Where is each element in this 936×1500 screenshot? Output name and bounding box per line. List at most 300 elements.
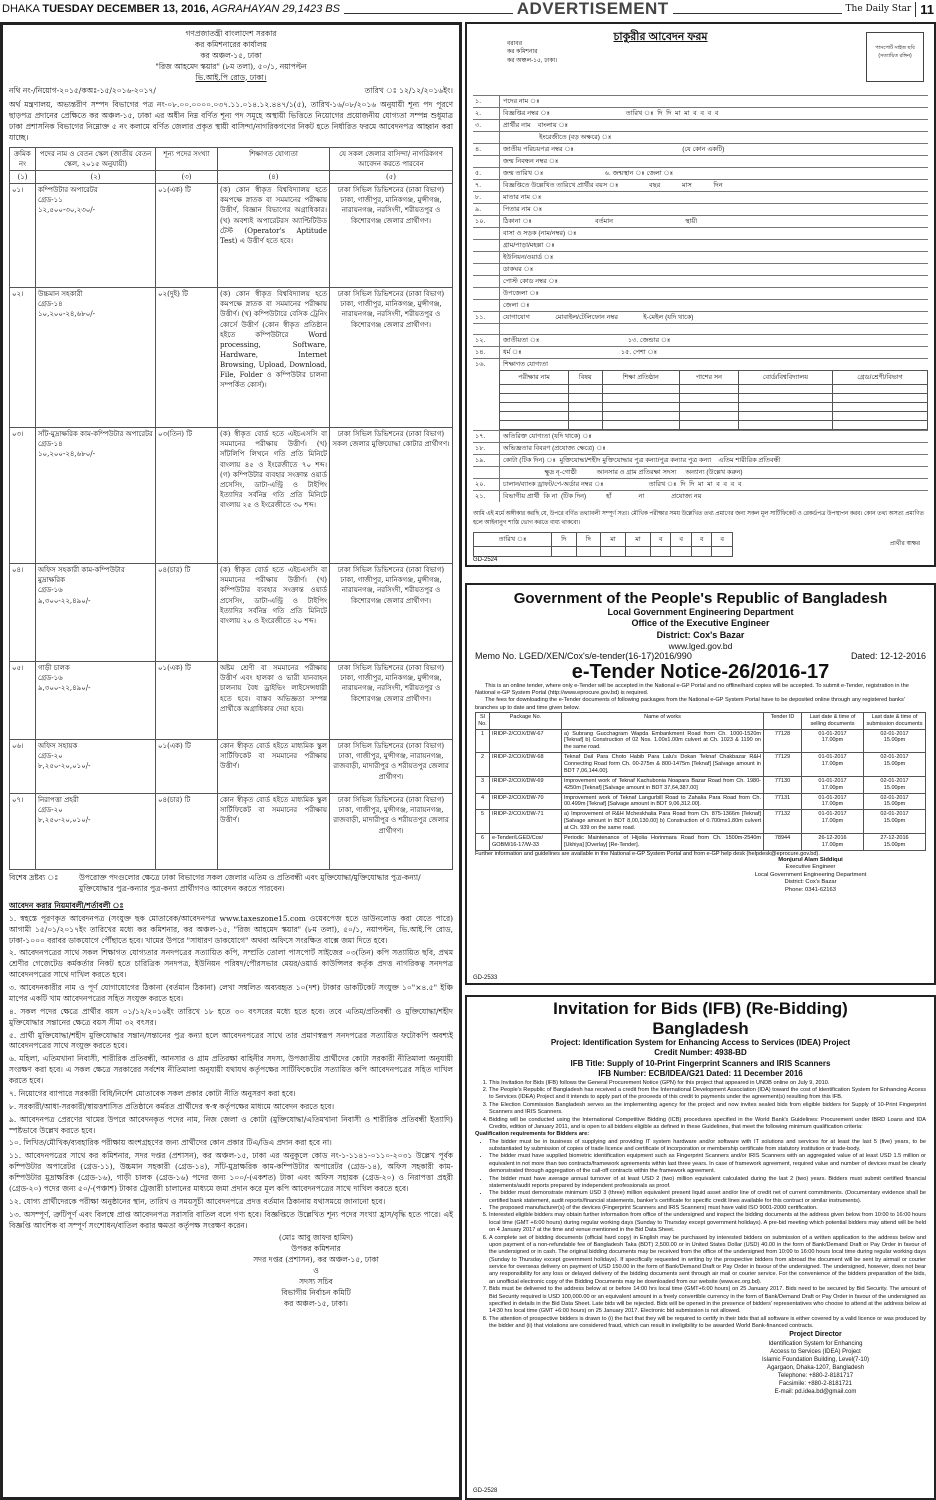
cell-post: অফিস সহকারী কাম-কম্পিউটার মুদ্রাক্ষরিক গ্রেড-১৬ ৯,৩০০-২২,৪৯০/- <box>36 564 156 662</box>
cell-package: IRIDP-2/COX/DW-70 <box>490 793 562 810</box>
edu-cell[interactable] <box>602 412 679 421</box>
field-label[interactable]: পদের নাম ঃ <box>499 96 928 107</box>
tender-title: Government of the People's Republic of Bangladesh <box>513 590 888 607</box>
field-label[interactable]: জাতীয়তা ঃ ১৩. জেন্ডার ঃ <box>499 335 928 346</box>
date-cells <box>473 532 733 557</box>
rules-title: আবেদন করার নিয়মাবলী/শর্তাবলী ঃ <box>9 900 124 910</box>
tender-column: Package No. <box>490 712 562 729</box>
table-row <box>10 740 453 794</box>
field-number <box>473 132 499 143</box>
form-row <box>473 430 928 442</box>
edu-cell[interactable] <box>833 385 928 394</box>
cell-district: ঢাকা সিভিল ডিভিশনের (ঢাকা বিভাগ) ঢাকা, গাজীপুর, মুন্সীগঞ্জ, নারায়নগঞ্জ, রাজবাড়ী, মাদারীপুর ও শরীয়তপুর জেলার প্রার্থীগণ। <box>330 794 453 870</box>
field-number: ১৯. <box>475 457 486 464</box>
form-row <box>473 454 928 466</box>
cell-submission-deadline: 02-01-2017 15.00pm <box>864 810 926 834</box>
signature-line: বিভাগীয় নির্বাচন কমিটি <box>281 1287 351 1297</box>
edu-cell[interactable] <box>680 394 739 403</box>
rule-item: ১. স্বহস্তে পূরণকৃত আবেদনপত্র (সংযুক্ত ছক মোতাবেক/আবেদনপত্র www.taxeszone15.com ওয়েবপেজ হতে ডাউনলোড করা যেতে পারে) আগামী ১৫/০১/২০১৭ইং তারিখের মধ্যে কর কমিশনার, কর অঞ্চল-১৫, "রিজ আহমেদ স্কয়ার" (৮ম তলা), ৫০/১, নয়াপল্টন, ভি.আই.পি রোড, ঢাকা-১০০০ বরাবর ডাকযোগে পৌঁছাতে হবে। খামের উপরে "সাধারণ ডাকযোগে" অথবা অফিসে সংরক্ষিত বাক্সে জমা দিতে হবে। <box>9 913 453 945</box>
field-number: ৪. <box>475 146 482 153</box>
table-row <box>10 428 453 564</box>
cell-no: ০৪। <box>10 564 36 662</box>
field-label[interactable]: জন্ম তারিখ ঃ ৬. জন্মস্থান ঃ জেলা ঃ <box>499 168 928 179</box>
rule-item: ৮. সরকারী/আধা-সরকারী/স্বায়ত্তশাসিত প্রতিষ্ঠানে কর্মরত প্রার্থীদের স্ব-স্ব কর্তৃপক্ষের মাধ্যমে আবেদন করতে হবে। <box>9 1101 335 1111</box>
edu-cell[interactable] <box>569 412 603 421</box>
heading-line: গণপ্রজাতন্ত্রী বাংলাদেশ সরকার <box>185 29 277 38</box>
field-number <box>473 300 499 311</box>
signature-line: Telephone: +880-2-8181717 <box>777 1373 854 1380</box>
date-cell-input[interactable] <box>474 547 552 557</box>
tender-row <box>476 753 926 777</box>
cell-works: Improvement work of Teknaf Kachubonia Noapara Bazar Road from Ch. 1980-4250m [Teknaf] [Salvage amount in BDT 37,64,387.00] <box>562 776 764 793</box>
cell-package: e-Tender/LGED/Cox/ GOBM/16-17/W-33 <box>490 833 562 850</box>
form-row <box>473 131 928 143</box>
field-number <box>473 240 499 251</box>
edu-cell[interactable] <box>833 394 928 403</box>
field-number: ৮. <box>475 194 482 201</box>
cell-qual: অষ্টম শ্রেণী বা সমমানের পরীক্ষায় উত্তীর্ণ এবং হালকা ও ভারী যানবাহন চালনায় বৈধ ড্রাইভিং লাইসেন্সধারী হতে হবে। বাস্তব অভিজ্ঞতা সম্পন্ন প্রার্থীকে অগ্রাধিকার দেয়া হবে। <box>218 662 330 740</box>
column-header: শিক্ষাগত যোগ্যতা <box>218 147 330 170</box>
rule-item: ৪. সকল পদের ক্ষেত্রে প্রার্থীর বয়স ০১/১২/২০১৬ইং তারিখে ১৮ হতে ৩০ বৎসরের মধ্যে হতে হবে। তবে এতিম/প্রতিবন্ধী ও মুক্তিযোদ্ধা/শহীদ মুক্তিযোদ্ধার সন্তানের ক্ষেত্রে বয়স সীমা ৩২ বৎসর। <box>9 1006 453 1027</box>
rule-item: ১১. আবেদনপত্রের সাথে কর কমিশনার, সদর দপ্তর (প্রশাসন), কর অঞ্চল-১৫, ঢাকা এর অনুকূলে কোড নং-১-১১৪১-০১১০-২০৩১ উল্লেখ পূর্বক কম্পিউটার অপারেটর (গ্রেড-১১), উচ্চমান সহকারী (গ্রেড-১৪), সাঁট-মুদ্রাক্ষরিক কাম-কম্পিউটার অপারেটর (গ্রেড-১৪), অফিস সহকারী কাম-কম্পিউটার মুদ্রাক্ষরিক (গ্রেড-১৬), গাড়ী চালক (গ্রেড-১৬) পদের জন্য ১০০/-(একশত) টাকা এবং অফিস সহায়ক (গ্রেড-২০) ও নিরাপত্তা প্রহরী (গ্রেড-২০) পদের জন্য ৫০/-(পঞ্চাশ) টাকার ট্রেজারী চালানের মাধ্যমে জমা প্রদান করে মূল কপি আবেদনপত্রের সাথে দাখিল করতে হবে। <box>9 1151 453 1193</box>
form-row <box>473 215 928 227</box>
ifb-ad <box>465 995 936 1500</box>
edu-cell[interactable] <box>602 421 679 430</box>
field-number: ৯. <box>475 206 482 213</box>
tender-column: Name of works <box>562 712 764 729</box>
field-label[interactable]: ইংরেজীতে (বড় অক্ষরে) ঃ <box>499 132 928 143</box>
rule-item: ১৩. অসম্পূর্ণ, ত্রুটিপূর্ণ এবং বিলম্বে প্রাপ্ত আবেদনপত্র সরাসরি বাতিল বলে গণ্য হবে। বিজ্ঞপ্তিতে উল্লেখিত শূন্য পদের সংখ্যা হ্রাস/বৃদ্ধি হতে পারে। এই বিজ্ঞপ্তি আংশিক বা সম্পূর্ণ সংশোধন/বাতিল করার ক্ষমতা কর্তৃপক্ষ সংরক্ষণ করেন। <box>9 1209 453 1230</box>
field-label[interactable]: মাতার নাম ঃ <box>499 192 928 203</box>
date-cell-input[interactable] <box>712 547 733 557</box>
tender-table <box>475 712 926 851</box>
edu-cell[interactable] <box>738 403 832 412</box>
date-cell-input[interactable] <box>691 547 712 557</box>
rule-item: ১০. লিখিত/মৌখিক/ব্যবহারিক পরীক্ষায় অংশগ্রহণের জন্য প্রার্থীদের কোন প্রকার টিএ/ডিএ প্রদান করা হবে না। <box>9 1138 332 1148</box>
field-label[interactable]: ইউনিয়ন/ওয়ার্ড ঃ <box>499 252 928 263</box>
cell-qual: কোন স্বীকৃত বোর্ড হইতে মাধ্যমিক স্কুল সার্টিফিকেট বা সমমানের পরীক্ষায় উত্তীর্ণ। <box>218 794 330 870</box>
field-number <box>473 288 499 299</box>
tender-column: Last date & time of submission documents <box>864 712 926 729</box>
form-row <box>473 191 928 203</box>
field-label[interactable]: বিজ্ঞপ্তির নম্বর ঃ তারিখ ঃ দি দি মা মা ব ব ব ব <box>499 108 928 119</box>
section-title: ADVERTISEMENT <box>516 0 669 18</box>
date-cell-input[interactable] <box>552 547 576 557</box>
table-row <box>10 288 453 428</box>
cell-qual: (ক) স্বীকৃত বোর্ড হতে এইচএসসি বা সমমানের পরীক্ষায় উত্তীর্ণ। (খ) সাঁটলিপি লিখনে গতি প্রতি মিনিটে বাংলায় ৪৫ ও ইংরেজীতে ৭০ শব্দ। (গ) কম্পিউটার ব্যবহার সংক্রান্ত ওয়ার্ড প্রসেসিং, ডাটা-এন্ট্রি ও টাইপিং ইত্যাদির সর্বনিম্ন গতি প্রতি মিনিটে বাংলায় ২৫ ও ইংরেজীতে ৩০ শব্দ। <box>218 428 330 564</box>
cell-qual: (ক) কোন স্বীকৃত বিশ্ববিদ্যালয় হতে কমপক্ষে স্নাতক বা সমমানের পরীক্ষায় উত্তীর্ণ। (খ) কম্পিউটারে বেসিক ট্রেনিং কোর্সে উত্তীর্ণ (কোন স্বীকৃত প্রতিষ্ঠান হইতে কম্পিউটারে Word processing, Software, Hardware, Internet Browsing, Upload, Download, File, Folder ও কম্পিউটার চালনা সম্পর্কিত কোর্স)। <box>218 288 330 428</box>
cell-submission-deadline: 27-12-2016 15.00pm <box>864 833 926 850</box>
tender-row <box>476 793 926 810</box>
tender-row <box>476 729 926 753</box>
edu-cell[interactable] <box>680 403 739 412</box>
cell-submission-deadline: 02-01-2017 15.00pm <box>864 776 926 793</box>
cell-package: IRIDP-2/COX/DW-67 <box>490 729 562 753</box>
field-number <box>473 324 499 334</box>
rules-list <box>9 914 453 1232</box>
date-cell-input[interactable] <box>671 547 692 557</box>
addressee <box>507 40 557 65</box>
signature-line: Islamic Foundation Building, Level(7-10) <box>761 1357 870 1364</box>
form-row <box>473 346 928 358</box>
edu-cell[interactable] <box>602 403 679 412</box>
edu-cell[interactable] <box>569 394 603 403</box>
date-cell-label: ব <box>712 533 733 547</box>
tender-signature <box>695 857 926 895</box>
field-number: ২১. <box>475 493 486 500</box>
cell-district: ঢাকা সিভিল ডিভিশনের (ঢাকা বিভাগ) ঢাকা, গাজীপুর, মানিকগঞ্জ, মুন্সীগঞ্জ, নারায়নগঞ্জ, নরসিংদী, শরীয়তপুর ও কিশোরগঞ্জ জেলার প্রার্থীগণ। <box>330 184 453 288</box>
ifb-credit: Credit Number: 4938-BD <box>654 1048 747 1058</box>
field-label[interactable]: বিজ্ঞপ্তিতে উল্লেখিত তারিখে প্রার্থীর বয়স ঃ বছর মাস দিন <box>499 180 928 191</box>
date-cell-label: মা <box>600 533 625 547</box>
field-number: ১২. <box>475 337 486 344</box>
cell-post: গাড়ী চালক গ্রেড-১৬ ৯,৩০০-২২,৪৯০/- <box>36 662 156 740</box>
form-title: চাকুরীর আবেদন ফরম <box>613 31 708 43</box>
field-number: ১৮. <box>475 445 486 452</box>
vacancy-table <box>9 147 453 870</box>
edu-cell[interactable] <box>833 421 928 430</box>
cell-no: ০২। <box>10 288 36 428</box>
cell-count: ০১(এক) টি <box>156 662 218 740</box>
edu-cell[interactable] <box>602 385 679 394</box>
date-cell-label: মা <box>625 533 650 547</box>
circular-date: তারিখ ঃ ১২/১২/২০১৬ইং। <box>364 86 453 96</box>
rule-item: ৭. নিয়োগের ব্যাপারে সরকারী বিধি/নির্দেশ মোতাবেক সকল প্রকার কোটা নীতি অনুসরণ করা হবে। <box>9 1088 296 1098</box>
field-number: ২০. <box>475 481 486 488</box>
cell-tender-id: 77132 <box>764 810 802 834</box>
signature-line: সদস্য সচিব <box>299 1276 333 1286</box>
field-label[interactable]: ডাকঘর ঃ <box>499 264 928 275</box>
form-row <box>473 358 928 370</box>
cell-selling-deadline: 01-01-2017 17.00pm <box>802 753 864 777</box>
field-number <box>473 228 499 239</box>
date-cell-input[interactable] <box>650 547 671 557</box>
column-number: (৫) <box>330 171 453 184</box>
ifb-item: 7. Bids must be delivered to the address below at or before 14:00 hrs local time (GMT+6:00 hours) on 25 January 2017. Bids need to be secured by Bid Security. The amount of Bid Security required is USD 100,000.00 or an equivalent amount in a freely convertible currency in the form of Bank/Demand Draft or Pay Order in favour of the undersigned as specified in details in the Bid Data Sheet. Late bids will be rejected. Bids will be opened in the presence of bidders' representatives who choose to attend at the address below at 14:30 hrs local time (GMT +6:00 hours) on 25 January 2017. Electronic bid submission is not allowed. <box>489 1286 926 1316</box>
field-label[interactable]: শিক্ষাগত যোগ্যতা <box>499 359 928 370</box>
cell-sl: 4 <box>476 793 490 810</box>
form-row <box>473 95 928 107</box>
form-fields <box>473 95 928 370</box>
edu-cell[interactable] <box>833 412 928 421</box>
field-label[interactable]: পিতার নাম ঃ <box>499 204 928 215</box>
cell-tender-id: 77128 <box>764 729 802 753</box>
qualification-title: Qualification requirements for Bidders are: <box>475 1131 590 1138</box>
edu-cell[interactable] <box>500 394 569 403</box>
date-cell-label: ব <box>671 533 692 547</box>
edu-column: শিক্ষা প্রতিষ্ঠান <box>602 371 679 385</box>
cell-count: ০৪(চার) টি <box>156 564 218 662</box>
tender-column: Last date & time of selling documents <box>802 712 864 729</box>
edu-cell[interactable] <box>500 412 569 421</box>
edu-cell[interactable] <box>680 421 739 430</box>
field-label[interactable]: গ্রাম/পাড়া/মহল্লা ঃ <box>499 240 928 251</box>
cell-package: IRIDP-2/COX/DW-69 <box>490 776 562 793</box>
rule-item: ৫. প্রার্থী মুক্তিযোদ্ধা/শহীদ মুক্তিযোদ্ধার সন্তান/সন্তানের পুত্র কন্যা হলে আবেদনপত্রের সাথে তার প্রমাণস্বরূপ সনদপত্রের সত্যায়িত ফটোকপি অবশ্যই আবেদনপত্রের সাথে সংযুক্ত করতে হবে। <box>9 1030 453 1051</box>
cell-district: ঢাকা সিভিল ডিভিশনের (ঢাকা বিভাগ) ঢাকা, গাজীপুর, মানিকগঞ্জ, মুন্সীগঞ্জ, নারায়নগঞ্জ, নরসিংদী, শরীয়তপুর ও কিশোরগঞ্জ জেলার প্রার্থীগণ। <box>330 662 453 740</box>
edu-row <box>500 403 928 412</box>
date-cell-input[interactable] <box>576 547 600 557</box>
edu-header <box>500 371 928 385</box>
edu-column: গ্রেড/শ্রেণী/বিভাগ <box>833 371 928 385</box>
declaration: আমি এই মর্মে অঙ্গীকার করছি যে, উপরে বর্ণিত তথ্যাবলী সম্পূর্ণ সত্য। মৌখিক পরীক্ষার সময় উল্লেখিত তথ্য প্রমাণের জন্য সকল মূল সার্টিফিকেট ও রেকর্ডপত্র উপস্থাপন করব। কোন তথ্য অসত্য প্রমাণিত হলে আইনানুগ শাস্তি ভোগ করতে বাধ্য থাকবো। <box>473 511 924 526</box>
field-number: ১০. <box>475 218 486 225</box>
cell-package: IRIDP-2/COX/DW-71 <box>490 810 562 834</box>
qualification-item: • The bidder must demonstrate minimum USD 3 (three) million equivalent present liquid asset and/or line of credit net of current commitments. (Documentary evidence shall be certified bank statement, audit reports/financial statements, banker's certificate for specific credit lines available for this contract or similar instruments). <box>489 1190 926 1205</box>
cell-sl: 1 <box>476 729 490 753</box>
ifb-item: 5. Interested eligible bidders may obtain further information from office of the undersigned and inspect the bidding documents at the address given below from 10:00 to 16:00 hours local time (GMT +6:00 hours) during regular working days (Sunday to Thursday except government holidays). A pre-bid meeting which potential bidders may attend will be held on 4 January 2017 at the time and venue mentioned in the Bid Data Sheet. <box>489 1212 926 1234</box>
cell-sl: 2 <box>476 753 490 777</box>
memo-date: Dated: 12-12-2016 <box>850 650 926 661</box>
ifb-subject: IFB Title: Supply of 10-Print Fingerprint Scanners and IRIS Scanners <box>570 1058 831 1068</box>
column-number-row <box>10 171 453 184</box>
field-number <box>473 264 499 275</box>
field-label[interactable]: অভিজ্ঞতার বিবরণ (প্রযোজ্য ক্ষেত্রে) ঃ <box>499 443 928 454</box>
signature-line: কর অঞ্চল-১৫, ঢাকা। <box>284 1298 348 1308</box>
cell-works: a) Subrang Gucchagram Wapda Embankment Road from Ch. 1000-1520m [Teknaf] b) Construction of 02 Nos. 1.00x1.00m culvert at Ch. 1023 & 1190 on the same road. <box>562 729 764 753</box>
ad-code: GD-2524 <box>473 557 498 563</box>
ifb-country: Bangladesh <box>652 1018 749 1038</box>
cell-district: ঢাকা সিভিল ডিভিশনের (ঢাকা বিভাগ) ঢাকা, গাজীপুর, মুন্সীগঞ্জ, নারায়নগঞ্জ, রাজবাড়ী, মাদারীপুর ও শরীয়তপুর জেলার প্রার্থীগণ। <box>330 740 453 794</box>
cell-count: ০৩(তিন) টি <box>156 428 218 564</box>
date-cell-label: তারিখ ঃ <box>474 533 552 547</box>
cell-selling-deadline: 01-01-2017 17.00pm <box>802 793 864 810</box>
tender-para-2: The fees for downloading the e-Tender documents of following packages from the National e-GP System Portal have to be deposited online through any registered banks' branches up to date and time given below. <box>475 697 905 711</box>
edu-cell[interactable] <box>833 403 928 412</box>
date-cell-label: ব <box>650 533 671 547</box>
tender-row <box>476 776 926 793</box>
cell-count: ০১(এক) টি <box>156 184 218 288</box>
signature-line: Phone: 0341-62163 <box>785 886 836 893</box>
form-row <box>473 275 928 287</box>
form-row <box>473 490 928 502</box>
tender-row <box>476 810 926 834</box>
cell-works: Periodic Maintenance of Hijolia Horinmara Road from Ch. 1500m-2540m [Ukhiya] [Overlay] [Re-Tender]. <box>562 833 764 850</box>
ifb-item: 3. The Election Commission Bangladesh serves as the implementing agency for the project and now invites sealed bids from eligible bidders for Supply of 10-Print Fingerprint Scanners and IRIS Scanners. <box>489 1102 926 1117</box>
form-row <box>473 227 928 239</box>
cell-count: ০৪(চার) টি <box>156 794 218 870</box>
heading-line: "রিজ আহমেদ স্কয়ার" (৮ম তলা), ৫০/১, নয়াপল্টন <box>155 61 307 71</box>
cell-tender-id: 77129 <box>764 753 802 777</box>
education-table <box>499 370 928 430</box>
field-number: ১৬. <box>475 361 486 368</box>
addressee-line: বরাবর <box>507 41 523 47</box>
field-label[interactable] <box>499 324 928 334</box>
column-number: (৪) <box>218 171 330 184</box>
rule-item: ১২. যোগ্য প্রার্থীদেরকে পরীক্ষা অনুষ্ঠানের স্থান, তারিখ ও সময়সূচী আবেদনপত্রে প্রদত্ত বর্তমান ঠিকানায় যথাসময়ে জানানো হবে। <box>9 1196 386 1206</box>
cell-qual: কোন স্বীকৃত বোর্ড হইতে মাধ্যমিক স্কুল সার্টিফিকেট বা সমমানের পরীক্ষায় উত্তীর্ণ। <box>218 740 330 794</box>
cell-sl: 5 <box>476 810 490 834</box>
edu-cell[interactable] <box>569 403 603 412</box>
signature-line: (মোঃ আবু জাফর হামিদ) <box>278 1233 354 1243</box>
edu-cell[interactable] <box>500 421 569 430</box>
photo-box: পাসপোর্ট সাইজ ছবি (সত্যায়িত রঙ্গিন) <box>866 32 924 82</box>
qualification-item: • The proposed manufacturer(s) of the devices (Fingerprint Scanners and IRIS Scanners) must have valid ISO 9001-2000 certification. <box>489 1205 926 1212</box>
date-cell-input[interactable] <box>625 547 650 557</box>
tender-district: District: Cox's Bazar <box>656 629 745 640</box>
field-number <box>473 156 499 167</box>
ifb-item: 1. This Invitation for Bids (IFB) follows the General Procurement Notice (GPN) for this project that appeared in UNDB online on July 9, 2010. <box>489 1080 926 1087</box>
edu-cell[interactable] <box>738 412 832 421</box>
date-cell-label: দি <box>576 533 600 547</box>
signature-block <box>179 1233 453 1309</box>
cell-selling-deadline: 26-12-2016 17.00pm <box>802 833 864 850</box>
edu-cell[interactable] <box>680 412 739 421</box>
field-label[interactable]: যোগাযোগ মোবাইল/টেলিফোন নম্বর ই-মেইল (যদি থাকে) <box>499 312 928 323</box>
ifb-items <box>475 1080 926 1132</box>
field-label[interactable]: ধর্ম ঃ ১৫. পেশা ঃ <box>499 347 928 358</box>
rule-item: ৬. মহিলা, এতিমখানা নিবাসী, শারীরিক প্রতিবন্ধী, আনসার ও গ্রাম প্রতিরক্ষা বাহিনীর সদস্য, উপজাতীয় প্রার্থীদের কোটা সরকারী নীতিমালা অনুযায়ী সংরক্ষণ করা হবে। এ সকল ক্ষেত্রে সরকারের সর্বশেষ নীতিমালা অনুযায়ী যথাযথ কর্তৃপক্ষের সার্টিফিকেটের সত্যায়িত কপি আবেদনপত্রের সহিত দাখিল করতে হবে। <box>9 1054 453 1086</box>
cell-no: ০৫। <box>10 662 36 740</box>
cell-no: ০৩। <box>10 428 36 564</box>
cell-submission-deadline: 02-01-2017 15.00pm <box>864 729 926 753</box>
form-row <box>473 323 928 334</box>
form-row <box>473 179 928 191</box>
column-header: ক্রমিক নং <box>10 147 36 170</box>
cell-qual: (ক) কোন স্বীকৃত বিশ্ববিদ্যালয় হতে কমপক্ষে স্নাতক বা সমমানের পরীক্ষায় উত্তীর্ণ, বিজ্ঞান বিভাগের অগ্রাধিকার। (খ) অবশ্যই অপারেটরস অ্যাপ্টিটিউড টেস্ট (Operator's Aptitude Test) এ উত্তীর্ণ হতে হবে। <box>218 184 330 288</box>
edu-cell[interactable] <box>680 385 739 394</box>
cell-works: Teknaf Dail Para Choto Habib Para Lalu's Dokan Teknaf Chakbazar R&H Connecting Road form Ch. 00-275m & 800-1475m [Teknaf] [Salvage amount in BDT 7,06,144.00]. <box>562 753 764 777</box>
edu-column: পরীক্ষার নাম <box>500 371 569 385</box>
edu-cell[interactable] <box>738 385 832 394</box>
column-header: যে সকল জেলার বাসিন্দা/ নাগরিকগণ আবেদন করতে পারবেন <box>330 147 453 170</box>
cell-no: ০৬। <box>10 740 36 794</box>
cell-post: অফিস সহায়ক গ্রেড-২০ ৮,২৫০-২০,০১০/- <box>36 740 156 794</box>
edu-cell[interactable] <box>569 385 603 394</box>
date-header <box>474 533 733 547</box>
table-row <box>10 662 453 740</box>
table-row <box>10 794 453 870</box>
form-row <box>473 287 928 299</box>
signature-line: Executive Engineer <box>785 864 836 871</box>
cell-selling-deadline: 01-01-2017 17.00pm <box>802 729 864 753</box>
heading-line: ভি.আই.পি রোড, ঢাকা। <box>195 72 267 82</box>
qualification-item: • The bidder must be in business of supplying and providing IT system hardware and/or software with IT solutions and services for at least the last 5 (five) years, to be substantiated by submission of copies of trade licence and certificate of incorporation or membership certificate from statutory institution or trade-body. <box>489 1139 926 1154</box>
qualification-item: • The bidder must have supplied biometric identification equipment such as Fingerprint Scanners and/or IRIS Scanners with an aggregated value of at least USD 1.5 million or equivalent in not more than two contracts/framework agreements within last three years. In case of framework agreement, required value and number of devices must be clearly demonstrated through aggregation of the call-off contracts within the framework agreement. <box>489 1153 926 1175</box>
cell-district: ঢাকা সিভিল ডিভিশনের (ঢাকা বিভাগ) ঢাকা, গাজীপুর, মানিকগঞ্জ, মুন্সীগঞ্জ, নারায়নগঞ্জ, নরসিংদী, শরীয়তপুর ও কিশোরগঞ্জ জেলার প্রার্থীগণ। <box>330 288 453 428</box>
field-number: ৩. <box>475 122 482 129</box>
field-label[interactable]: জেলা ঃ <box>499 300 928 311</box>
cell-submission-deadline: 02-01-2017 15.00pm <box>864 793 926 810</box>
signature-line: Facsimile: +880-2-8181721 <box>779 1381 852 1388</box>
field-number <box>473 252 499 263</box>
field-number: ১৭. <box>475 433 486 440</box>
edu-cell[interactable] <box>569 421 603 430</box>
cell-package: IRIDP-2/COX/DW-68 <box>490 753 562 777</box>
signature-line: Agargaon, Dhaka-1207, Bangladesh <box>766 1365 865 1372</box>
field-label[interactable]: ক্ষুদ্র নৃ-গোষ্ঠী আনসার ও গ্রাম প্রতিরক্ষা সদস্য অন্যান্য (উল্লেখ করুন) <box>499 467 928 478</box>
field-label[interactable]: জাতীয় পরিচয়পত্র নম্বর ঃ (যে কোন একটি) <box>499 144 928 155</box>
form-row <box>473 311 928 323</box>
tender-website[interactable]: www.lged.gov.bd <box>668 640 733 651</box>
field-label[interactable]: কোটা (টিক দিন) ঃ মুক্তিযোদ্ধা/শহীদ মুক্তিযোদ্ধার পুত্র কন্যা/পুত্র কন্যার পুত্র কন্যা এতিম শারীরিক প্রতিবন্ধী <box>499 455 928 466</box>
form-row <box>473 466 928 478</box>
field-label[interactable]: প্রার্থীর নাম বাংলায় ঃ <box>499 120 928 131</box>
cell-works: Improvement work of Teknaf Langurbill Road to Zahalia Para Road from Ch. 00.499m [Teknaf] [Salvage amount in BDT 9,06,312.00]. <box>562 793 764 810</box>
circular-heading <box>9 29 453 83</box>
rule-item: ৩. আবেদনকারীর নাম ও পূর্ণ যোগাযোগের ঠিকানা (বর্তমান ঠিকানা) লেখা সম্বলিত অব্যবহৃত ১০(দশ) টাকার ডাকটিকেট সংযুক্ত ১০"×৪.৫" ইঞ্চি মাপের একটি খাম আবেদনপত্রের সহিত সংযুক্ত করতে হবে। <box>9 983 453 1003</box>
field-label[interactable]: ঠিকানা ঃ বর্তমান স্থায়ী <box>499 216 928 227</box>
form-row <box>473 442 928 454</box>
form-row <box>473 143 928 155</box>
edu-column: বিষয় <box>569 371 603 385</box>
form-row <box>473 251 928 263</box>
special-note: বিশেষ দ্রষ্টব্য ঃ উপরোক্ত পদগুলোর ক্ষেত্রে ঢাকা বিভাগের সকল জেলার এতিম ও প্রতিবন্ধী এবং মুক্তিযোদ্ধা/মুক্তিযোদ্ধার পুত্র-কন্যা/মুক্তিযোদ্ধার পুত্র-কন্যার পুত্র-কন্যা প্রার্থীগণও আবেদন করতে পারবেন। <box>9 873 421 894</box>
cell-district: ঢাকা সিভিল ডিভিশনের (ঢাকা বিভাগ) ঢাকা, গাজীপুর, মানিকগঞ্জ, মুন্সীগঞ্জ, নারায়নগঞ্জ, নরসিংদী, শরীয়তপুর ও কিশোরগঞ্জ জেলার প্রার্থীগণ। <box>330 564 453 662</box>
form-row <box>473 263 928 275</box>
field-label[interactable]: জন্ম নিবন্ধন নম্বর ঃ <box>499 156 928 167</box>
cell-submission-deadline: 02-01-2017 15.00pm <box>864 753 926 777</box>
column-number: (৩) <box>156 171 218 184</box>
field-number <box>473 276 499 287</box>
rule-item: ২. আবেদনপত্রের সাথে সকল শিক্ষাগত যোগ্যতার সনদপত্রের সত্যায়িত কপি, সম্প্রতি তোলা পাসপোর্ট সাইজের ০৩(তিন) কপি সত্যায়িত ছবি, প্রথম শ্রেণীর গেজেটেড কর্মকর্তার নিকট হতে চারিত্রিক সনদপত্র, ইউনিয়ন পরিষদ/পৌরসভার মেয়র/ওয়ার্ড কাউন্সিলর কর্তৃক প্রদত্ত নাগরিকত্ব সনদপত্র আবেদনপত্রের সাথে দাখিল করতে হবে। <box>9 948 453 980</box>
signature-line: Monjurul Alam Siddiqui <box>778 856 843 863</box>
cell-tender-id: 77130 <box>764 776 802 793</box>
tender-header-row <box>476 712 926 729</box>
page-header <box>0 0 936 18</box>
table-header-row <box>10 147 453 170</box>
field-label[interactable]: পোস্ট কোড নম্বর ঃ <box>499 276 928 287</box>
tender-para-1: This is an online tender, where only e-Tender will be accepted in the National e-GP Portal and no offline/hard copies will be accepted. To submit e-Tender, registration in the National e-GP System Portal (http://www.eprocure.gov.bd) is required. <box>475 682 909 697</box>
newspaper-logo: The Daily Star <box>845 4 912 14</box>
tender-column: Sl No. <box>476 712 490 729</box>
ifb-item: 6. A complete set of bidding documents (official hard copy) in English may be purchased by interested bidders on submission of a written application to the address below and upon payment of a non-refundable fee of Bangladesh Taka (BDT) 2,500.00 or in United States Dollar (USD) 40.00 in the form of Bank/Demand Draft or Pay Order in favour of the undersigned or in cash. The original bidding documents may be received from the office of the undersigned from 10:00 to 16:00 hours local time during regular working days (Sunday to Thursday except government holidays). If specifically requested in writing by the prospective bidders from abroad the document will be sent by airmail or courier service for overseas delivery on payment of USD 150.00 in the form of Bank/Demand Draft or Pay Order in favour of the undersigned. The undersigned, however, does not bear any responsibility for any loss or delayed delivery of the bidding documents sent through air mail or courier service. For the convenience of the bidders preparation of the bids, an unofficial electronic copy of the Bidding Documents may be downloaded from our website (www.ec.org.bd). <box>489 1235 926 1287</box>
application-form-ad <box>465 22 936 567</box>
table-row <box>10 564 453 662</box>
signature-line: Project Director <box>789 1331 842 1339</box>
tender-dept: Local Government Engineering Department <box>607 607 794 617</box>
field-number: ১১. <box>475 314 486 321</box>
cell-tender-id: 78944 <box>764 833 802 850</box>
field-label[interactable]: বাসা ও সড়ক (নাম/নম্বর) ঃ <box>499 228 928 239</box>
signature-line: ও <box>313 1266 319 1276</box>
edu-cell[interactable] <box>500 403 569 412</box>
field-label[interactable]: উপজেলা ঃ <box>499 288 928 299</box>
qualification-item: • The bidder must have average annual turnover of at least USD 2 (two) million equivalent calculated during the last 2 (two) years. Bidders must submit certified financial statements/audit reports prepared by independent professionals as proof. <box>489 1176 926 1191</box>
date-cell-label: দি <box>552 533 576 547</box>
field-number: ৭. <box>475 182 482 189</box>
signature-line: উপকর কমিশনার <box>291 1244 341 1254</box>
date-input-row <box>474 547 733 557</box>
field-number: ৫. <box>475 170 482 177</box>
edu-cell[interactable] <box>738 421 832 430</box>
ifb-project: Project: Identification System for Enhancing Access to Services (IDEA) Project <box>550 1038 851 1048</box>
cell-post: উচ্চমান সহকারী গ্রেড-১৪ ১০,২০০-২৪,৬৮০/- <box>36 288 156 428</box>
signature-line: Local Government Engineering Department <box>754 871 867 878</box>
form-row <box>473 299 928 311</box>
etender-notice-ad <box>465 583 936 985</box>
field-label[interactable]: অতিরিক্ত যোগ্যতা (যদি থাকে) ঃ <box>499 431 928 442</box>
cell-no: ০৭। <box>10 794 36 870</box>
date-cell-input[interactable] <box>600 547 625 557</box>
edu-row <box>500 421 928 430</box>
signature-line: District: Cox's Bazar <box>784 879 837 886</box>
tender-footer: Further information and guidelines are available in the National e-GP System Portal and from e-GP help desk (helpdesk@eprocure.gov.bd). <box>475 850 820 857</box>
edu-cell[interactable] <box>738 394 832 403</box>
signature-line: Identification System for Enhancing <box>768 1340 863 1347</box>
cell-works: a) Improvement of R&H Mcheskhalia Para Road from Ch. 875-1366m [Teknaf] [Salvage amount in BDT 8,00,130.00] b) Construction of 0.700mx1.80m culvert at Ch. 939 on the same road. <box>562 810 764 834</box>
file-number: নথি নং-/নিয়োগ-২০১৫/কঅঃ-১৫/২০১৬-২০১৭/ <box>9 86 156 96</box>
applicant-signature-label: প্রার্থীর স্বাক্ষর <box>889 541 920 547</box>
signature-line: Access to Services (IDEA) Project <box>770 1348 861 1355</box>
edu-cell[interactable] <box>500 385 569 394</box>
field-label[interactable]: বিভাগীয় প্রার্থী কি না (টিক দিন) হাঁ না প্রযোজ্য নয় <box>499 491 928 502</box>
addressee-line: কর কমিশনার <box>507 49 538 56</box>
form-row <box>473 107 928 119</box>
edu-cell[interactable] <box>602 394 679 403</box>
field-label[interactable]: চালান/ব্যাংক ড্রাফট/পে-অর্ডার নম্বর ঃ তারিখ ঃ দি দি মা মা ব ব ব ব <box>499 479 928 490</box>
notice-number: e-Tender Notice-26/2016-17 <box>571 660 830 683</box>
